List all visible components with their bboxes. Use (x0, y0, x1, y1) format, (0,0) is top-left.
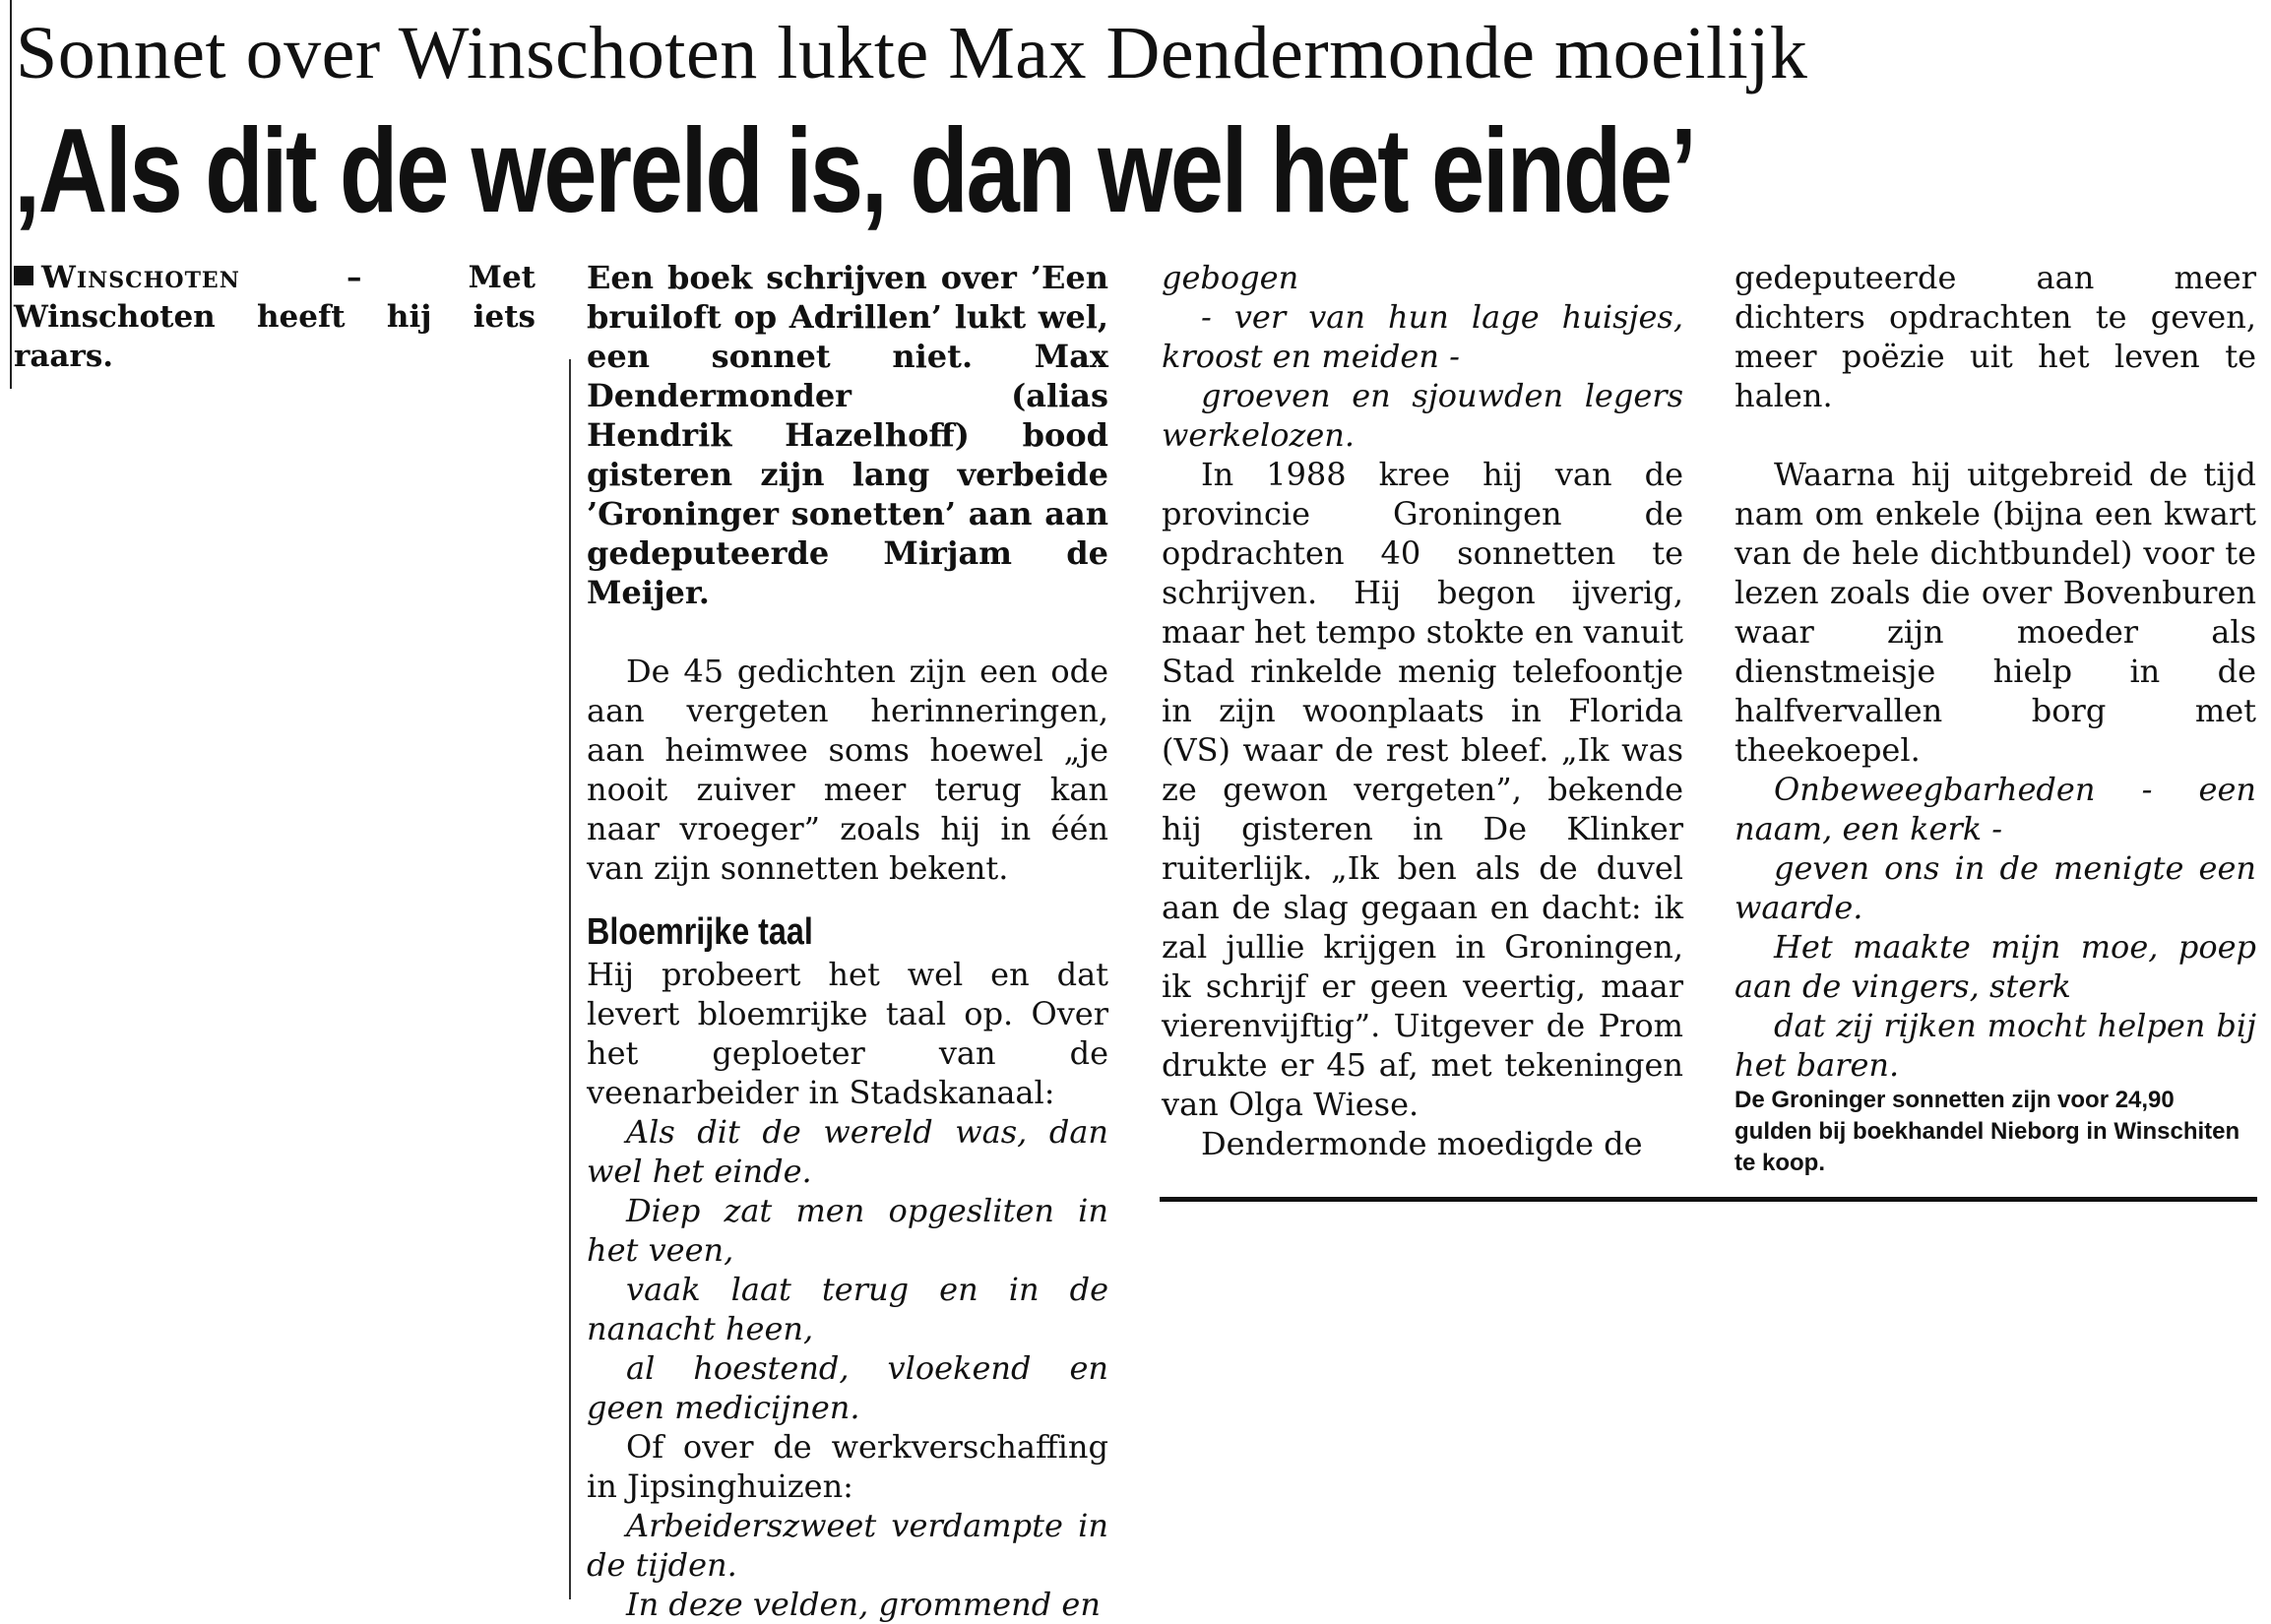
column-divider (569, 359, 571, 1599)
poem-line: vaak laat terug en in de nanacht heen, (587, 1271, 1108, 1347)
poem-line: groeven en sjouwden legers werkelozen. (1162, 377, 1683, 454)
poem-line: al hoestend, vloekend en geen medicijnen. (587, 1349, 1108, 1426)
bullet-square-icon (14, 266, 33, 285)
body-paragraph: Dendermonde moedigde de (1201, 1125, 1643, 1162)
poem-line: Arbeiderszweet verdampte in de tijden. (587, 1507, 1108, 1584)
poem-line: Als dit de wereld was, dan wel het einde. (587, 1113, 1108, 1190)
body-paragraph: De 45 gedichten zijn een ode aan vergeten herinneringen, aan heimwee soms hoewel „je nooit zuiver meer terug kan naar vroeger” zoals hij in één van zijn sonnetten bekent. (587, 653, 1108, 887)
subheading: Bloemrijke taal (587, 911, 813, 953)
dateline-dash: – (239, 260, 469, 295)
kicker-headline: Sonnet over Winschoten lukte Max Dendermonde moeilijk (16, 12, 1808, 94)
book-credit: De Groninger sonnetten zijn voor 24,90 gulden bij boekhandel Nieborg in Winschiten te koop. (1735, 1087, 2240, 1176)
clipping-edge (10, 0, 12, 389)
body-paragraph: Waarna hij uitgebreid de tijd nam om enkele (bijna een kwart van de hele dichtbundel) voor te lezen zoals die over Bovenburen waar zijn moeder als dienstmeisje hielp in de halfvervallen borg met theekoepel. (1735, 456, 2256, 769)
intro-column (14, 258, 536, 376)
poem-line: geven ons in de menigte een waarde. (1735, 849, 2256, 926)
poem-line: - ver van hun lage huisjes, kroost en meiden - (1162, 298, 1683, 375)
main-headline: ‚Als dit de wereld is, dan wel het einde’ (14, 103, 1695, 237)
poem-line: gebogen (1162, 259, 1299, 296)
poem-line: Onbeweegbarheden - een naam, een kerk - (1735, 771, 2256, 847)
poem-line: Het maakte mijn moe, poep aan de vingers, sterk (1735, 928, 2256, 1005)
intro-text: Met Winschoten heeft hij iets raars. (14, 260, 536, 374)
lead-paragraph: Een boek schrijven over ’Een bruiloft op Adrillen’ lukt wel, een sonnet niet. Max Dendermonder (alias Hendrik Hazelhoff) bood gisteren zijn lang verbeide ’Groninger sonetten’ aan aan gedeputeerde Mirjam de Meijer. (587, 259, 1108, 611)
poem-line: dat zij rijken mocht helpen bij het baren. (1735, 1007, 2256, 1084)
body-paragraph: gedeputeerde aan meer dichters opdrachten te geven, meer poëzie uit het leven te halen. (1735, 259, 2256, 414)
poem-line: Diep zat men opgesliten in het veen, (587, 1192, 1108, 1269)
body-paragraph: Of over de werkverschaffing in Jipsinghuizen: (587, 1428, 1108, 1505)
body-column-3 (1162, 258, 1683, 1163)
bottom-rule (1160, 1197, 2257, 1202)
body-paragraph: In 1988 kree hij van de provincie Groningen de opdrachten 40 sonnetten te schrijven. Hij begon ijverig, maar het tempo stokte en vanuit Stad rinkelde menig telefoontje in zijn woonplaats in Florida (VS) waar de rest bleef. „Ik was ze gewon vergeten”, bekende hij gisteren in De Klinker ruiterlijk. „Ik ben als de duvel aan de slag gegaan en dacht: ik zal jullie krijgen in Groningen, ik schrijf er geen veertig, maar vierenvijftig”. Uitgever de Prom drukte er 45 af, met tekeningen van Olga Wiese. (1162, 456, 1683, 1123)
body-column-4 (1735, 258, 2256, 1179)
dateline: Winschoten (41, 260, 240, 295)
poem-line: In deze velden, grommend en (626, 1586, 1101, 1623)
body-column-2 (587, 258, 1108, 1624)
body-paragraph: Hij probeert het wel en dat levert bloemrijke taal op. Over het geploeter van de veenarbeider in Stadskanaal: (587, 956, 1108, 1111)
